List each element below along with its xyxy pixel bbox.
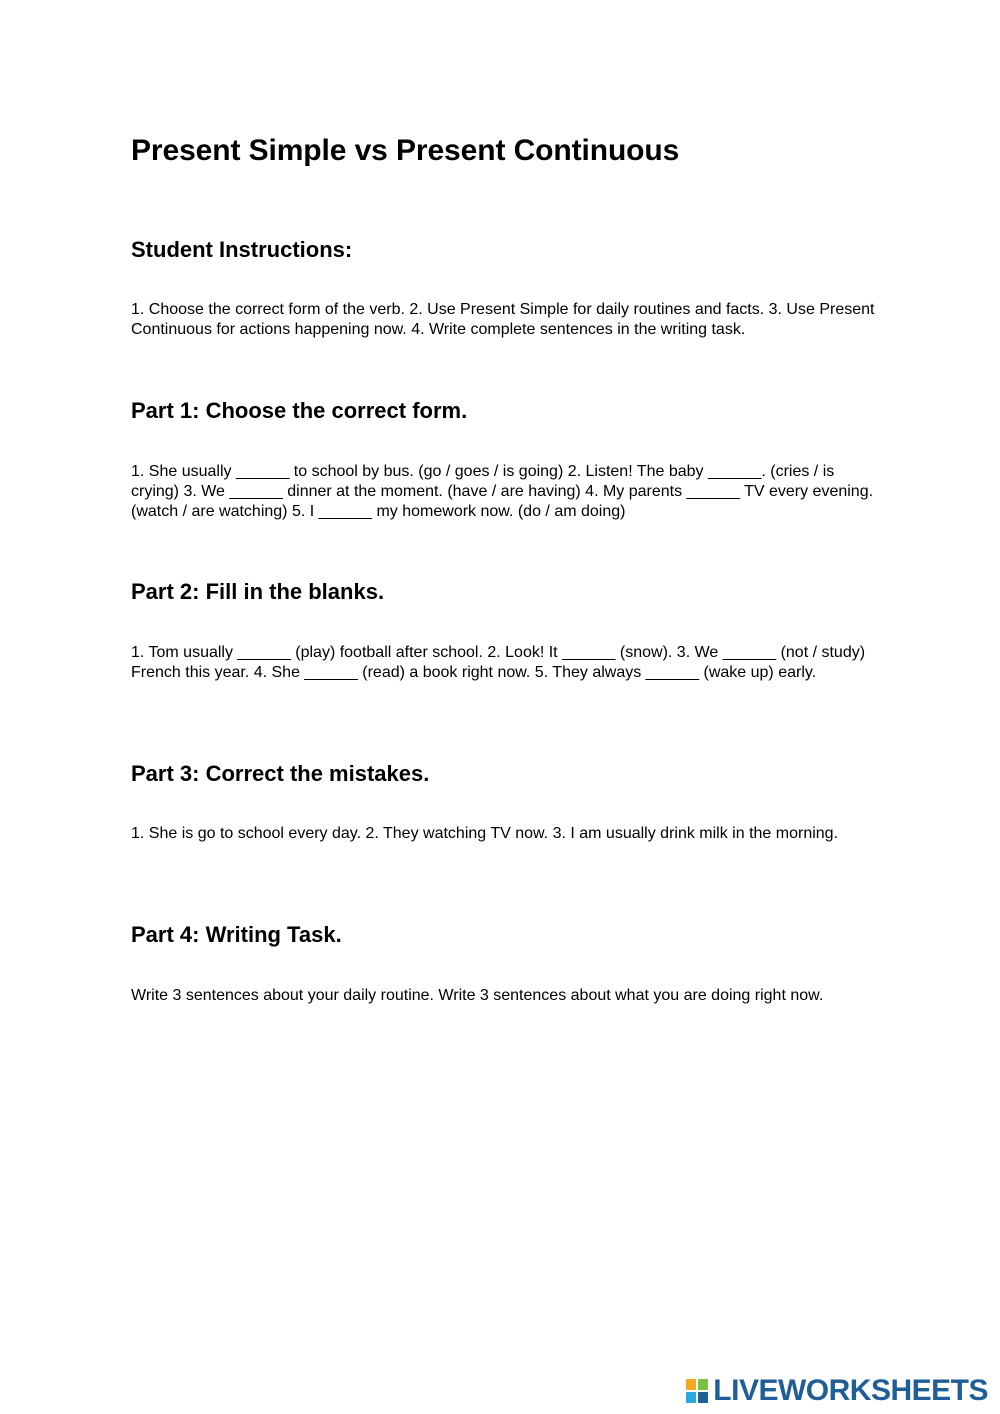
logo-square-4 [698, 1392, 708, 1403]
logo-text: LIVEWORKSHEETS [713, 1374, 988, 1407]
instructions-heading: Student Instructions: [131, 237, 353, 262]
logo-square-1 [686, 1379, 696, 1390]
part1-text: 1. She usually ______ to school by bus. (go / goes / is going) 2. Listen! The baby ______. (cries / is crying) 3. We ______ dinner at the moment. (have / are having) 4. My parents ______ TV every evening. (watch / are watching) 5. I ______ my homework now. (do / am doing) [131, 463, 874, 520]
page-title: Present Simple vs Present Continuous [131, 134, 680, 167]
part2-heading: Part 2: Fill in the blanks. [131, 579, 385, 604]
part4-text: Write 3 sentences about your daily routine. Write 3 sentences about what you are doing right now. [131, 987, 824, 1004]
logo-square-2 [698, 1379, 708, 1390]
part3-heading: Part 3: Correct the mistakes. [131, 761, 430, 786]
part2-text: 1. Tom usually ______ (play) football after school. 2. Look! It ______ (snow). 3. We ______ (not / study) French this year. 4. She ______ (read) a book right now. 5. They always ______ (wake up) early. [131, 644, 866, 681]
liveworksheets-logo-icon [686, 1379, 708, 1403]
logo-square-3 [686, 1392, 696, 1403]
part1-heading: Part 1: Choose the correct form. [131, 398, 468, 423]
part3-text: 1. She is go to school every day. 2. They watching TV now. 3. I am usually drink milk in the morning. [131, 825, 839, 842]
part4-heading: Part 4: Writing Task. [131, 922, 342, 947]
liveworksheets-logo [686, 1376, 988, 1406]
instructions-text: 1. Choose the correct form of the verb. 2. Use Present Simple for daily routines and facts. 3. Use Present Continuous for actions happening now. 4. Write complete sentences in the writing task. [131, 301, 875, 338]
